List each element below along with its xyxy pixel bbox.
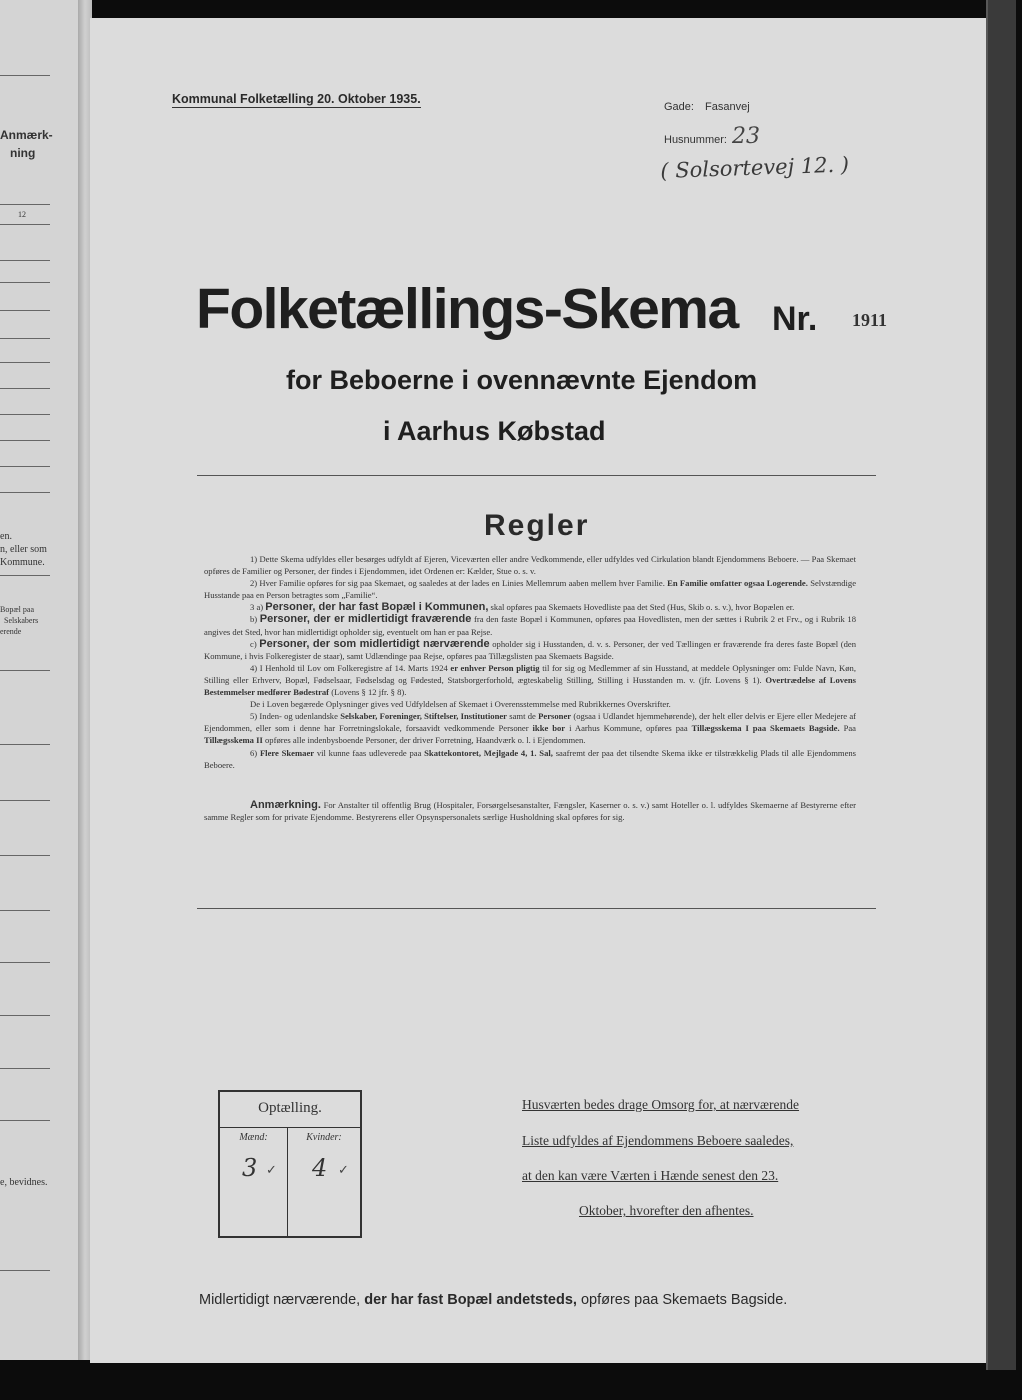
divider-bottom bbox=[197, 908, 876, 909]
tally-maend-label: Mænd: bbox=[239, 1132, 268, 1143]
gade-label: Gade: bbox=[664, 101, 694, 113]
form-subtitle-2: i Aarhus Købstad bbox=[383, 416, 606, 446]
remark bbox=[204, 799, 856, 823]
tally-kvinder-label: Kvinder: bbox=[306, 1132, 342, 1143]
remark-label: Anmærkning. bbox=[250, 798, 321, 811]
rule-3c: c) Personer, der som midlertidigt nærværende opholder sig i Husstanden, d. v. s. Personer, der ved Tællingen er fraværende fra deres faste Bopæl (den Kommune, i hvis Folkeregister de staar), samt Udlændinge paa Rejse, opføres paa Tillægslisten paa Skemaets Bagside. bbox=[204, 637, 857, 661]
rule-3b: b) Personer, der er midlertidigt fraværende fra den faste Bopæl i Kommunen, opføres paa Hovedlisten, men der sættes i Rubrik 2 et Frv., og i Rubrik 18 angives det Sted, hvor han midlertidigt opholder sig, eventuelt om han er paa Rejse. bbox=[204, 613, 857, 637]
check-mark-icon: ✓ bbox=[338, 1162, 349, 1177]
left-fragment-eller-som: n, eller som bbox=[0, 544, 47, 555]
footer-part-2: der har fast Bopæl andetsteds, bbox=[364, 1292, 577, 1308]
left-fragment-12: 12 bbox=[18, 210, 26, 219]
tally-kvinder-value: 4 bbox=[312, 1154, 328, 1182]
form-number-label: Nr. bbox=[772, 300, 818, 338]
tally-title: Optælling. bbox=[258, 1100, 322, 1116]
footer-note bbox=[199, 1292, 787, 1308]
rules-text bbox=[204, 553, 856, 823]
left-fragment-kommune: Kommune. bbox=[0, 557, 45, 568]
tally-box bbox=[218, 1090, 362, 1238]
rule-4-note: De i Loven begærede Oplysninger gives ved Udfyldelsen af Skemaet i Overensstemmelse med Rubrikkernes Overskrifter. bbox=[250, 699, 671, 710]
notice-line-4: Oktober, hvorefter den afhentes. bbox=[579, 1203, 754, 1218]
form-title: Folketællings-Skema bbox=[196, 277, 738, 341]
husnummer-label: Husnummer: bbox=[664, 134, 727, 146]
rule-2: 2) Hver Familie opføres for sig paa Skemaet, og saaledes at der lades en Linies Mellemrum aaben mellem hver Familie. En Familie omfatter ogsaa Logerende. Selvstændige Husstande paa en Person betragtes som „Familie“. bbox=[204, 578, 857, 601]
footer-part-3: opføres paa Skemaets Bagside. bbox=[580, 1292, 788, 1308]
left-fragment-selskabers: Selskabers bbox=[4, 616, 39, 625]
form-subtitle-1: for Beboerne i ovennævnte Ejendom bbox=[286, 365, 758, 395]
husnummer-value: 23 bbox=[732, 124, 760, 149]
left-fragment-bevidnes: e, bevidnes. bbox=[0, 1177, 48, 1188]
census-header-line: Kommunal Folketælling 20. Oktober 1935. bbox=[172, 92, 421, 106]
rule-4: 4) I Henhold til Lov om Folkeregistre af 14. Marts 1924 er enhver Person pligtig til for sig og Medlemmer af sin Husstand, at meddele Oplysninger om: Fulde Navn, Køn, Stilling eller Erhverv, Bopæl, Fødselsaar, Fødselsdag og Fødested, Statsborgerforhold, ægteskabelig Stilling, Stilling i Husstanden m. v. (jfr. Lovens § 1). Overtrædelse af Lovens Bestemmelser medfører Bødestraf (Lovens § 12 jfr. § 8). bbox=[204, 662, 856, 698]
footer-part-1: Midlertidigt nærværende, bbox=[199, 1292, 361, 1308]
left-page-strip bbox=[0, 0, 80, 1360]
left-fragment-en: en. bbox=[0, 531, 12, 542]
book-binding-edge bbox=[986, 0, 1016, 1370]
left-fragment-anmaerk: Anmærk- bbox=[0, 128, 53, 142]
rules-heading: Regler bbox=[484, 509, 590, 542]
form-number-value: 1911 bbox=[852, 310, 888, 330]
rule-3a: 3 a) Personer, der har fast Bopæl i Kommunen, skal opføres paa Skemaets Hovedliste paa det Sted (Hus, Skib o. s. v.), hvor Bopælen er. bbox=[250, 601, 795, 614]
left-fragment-erende: erende bbox=[0, 627, 22, 636]
tally-maend-value: 3 bbox=[242, 1154, 258, 1182]
notice-line-1: Husværten bedes drage Omsorg for, at nærværende bbox=[522, 1097, 800, 1112]
handwritten-street-note: ( Solsortevej 12. ) bbox=[660, 152, 850, 183]
left-fragment-bopael: Bopæl paa bbox=[0, 605, 34, 614]
notice-line-3: at den kan være Værten i Hænde senest den 23. bbox=[522, 1168, 779, 1183]
left-fragment-ning: ning bbox=[10, 146, 36, 160]
rule-5: 5) Inden- og udenlandske Selskaber, Foreninger, Stiftelser, Institutioner samt de Personer (ogsaa i Udlandet hjemmehørende), der helt eller delvis er Ejere eller Medejere af Ejendommen, eller som i denne har Forretningslokale, forsaavidt vedkommende Personer ikke bor i Aarhus Kommune, opføres paa Tillægsskema I paa Skemaets Bagside. Paa Tillægsskema II opføres alle indenbysboende Personer, der driver Forretning, Haandværk o. l. i Ejendommen. bbox=[204, 711, 856, 746]
check-mark-icon: ✓ bbox=[266, 1162, 277, 1177]
remark-text: For Anstalter til offentlig Brug (Hospitaler, Forsørgelsesanstalter, Fængsler, Kaserner o. s. v.) samt Hoteller o. l. udfyldes Skemaerne af Bestyrerne efter samme Regler som for private Ejendomme. Bestyrerens eller Opsynspersonalets særlige Husholdning skal opføres for sig. bbox=[204, 799, 856, 822]
rule-1: 1) Dette Skema udfyldes eller besørges udfyldt af Ejeren, Viceværten eller andre Vedkommende, eller udfyldes ved Cirkulation blandt Ejendommens Beboere. — Paa Skemaet opføres de Familier og Personer, der findes i Ejendommen, idet Ordenen er: Kælder, Stue o. s. v. bbox=[204, 554, 856, 577]
divider-top bbox=[197, 475, 876, 476]
rule-6: 6) Flere Skemaer vil kunne faas udleverede paa Skattekontoret, Mejlgade 4, 1. Sal, saafremt der paa det tilsendte Skema ikke er tilstrækkelig Plads til alle Ejendommens Beboere. bbox=[204, 747, 857, 770]
notice-line-2: Liste udfyldes af Ejendommens Beboere saaledes, bbox=[522, 1133, 794, 1148]
gade-value: Fasanvej bbox=[705, 101, 750, 113]
